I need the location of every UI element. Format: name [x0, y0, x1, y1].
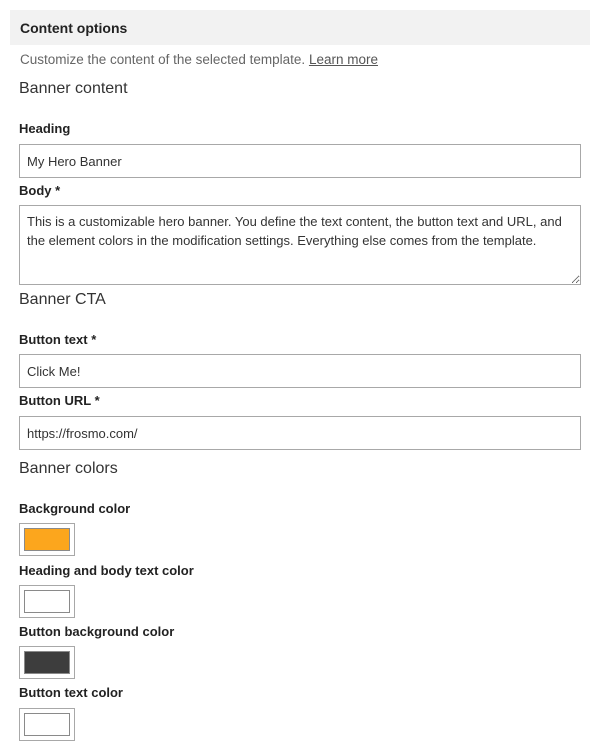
text-color-picker[interactable] [19, 585, 75, 618]
body-label: Body * [19, 183, 61, 198]
background-color-swatch [24, 528, 70, 551]
description-text: Customize the content of the selected template. [20, 52, 306, 67]
button-text-label: Button text * [19, 332, 97, 347]
body-textarea[interactable] [19, 205, 581, 285]
text-color-swatch [24, 590, 70, 613]
button-url-input[interactable] [19, 416, 581, 450]
learn-more-link[interactable]: Learn more [308, 52, 378, 67]
button-bg-color-label: Button background color [19, 624, 175, 639]
heading-label: Heading [19, 121, 71, 136]
button-text-color-picker[interactable] [19, 708, 75, 741]
heading-input[interactable] [19, 144, 581, 178]
banner-colors-title: Banner colors [19, 460, 118, 477]
button-bg-color-picker[interactable] [19, 646, 75, 679]
banner-content-title: Banner content [19, 80, 128, 97]
background-color-label: Background color [19, 501, 131, 516]
panel-description [20, 52, 378, 67]
button-url-label: Button URL * [19, 393, 100, 408]
banner-cta-title: Banner CTA [19, 291, 106, 308]
button-text-color-swatch [24, 713, 70, 736]
panel-title: Content options [10, 10, 590, 45]
content-options-panel [10, 10, 590, 45]
button-text-color-label: Button text color [19, 685, 123, 700]
button-text-input[interactable] [19, 354, 581, 388]
text-color-label: Heading and body text color [19, 563, 194, 578]
button-bg-color-swatch [24, 651, 70, 674]
background-color-picker[interactable] [19, 523, 75, 556]
